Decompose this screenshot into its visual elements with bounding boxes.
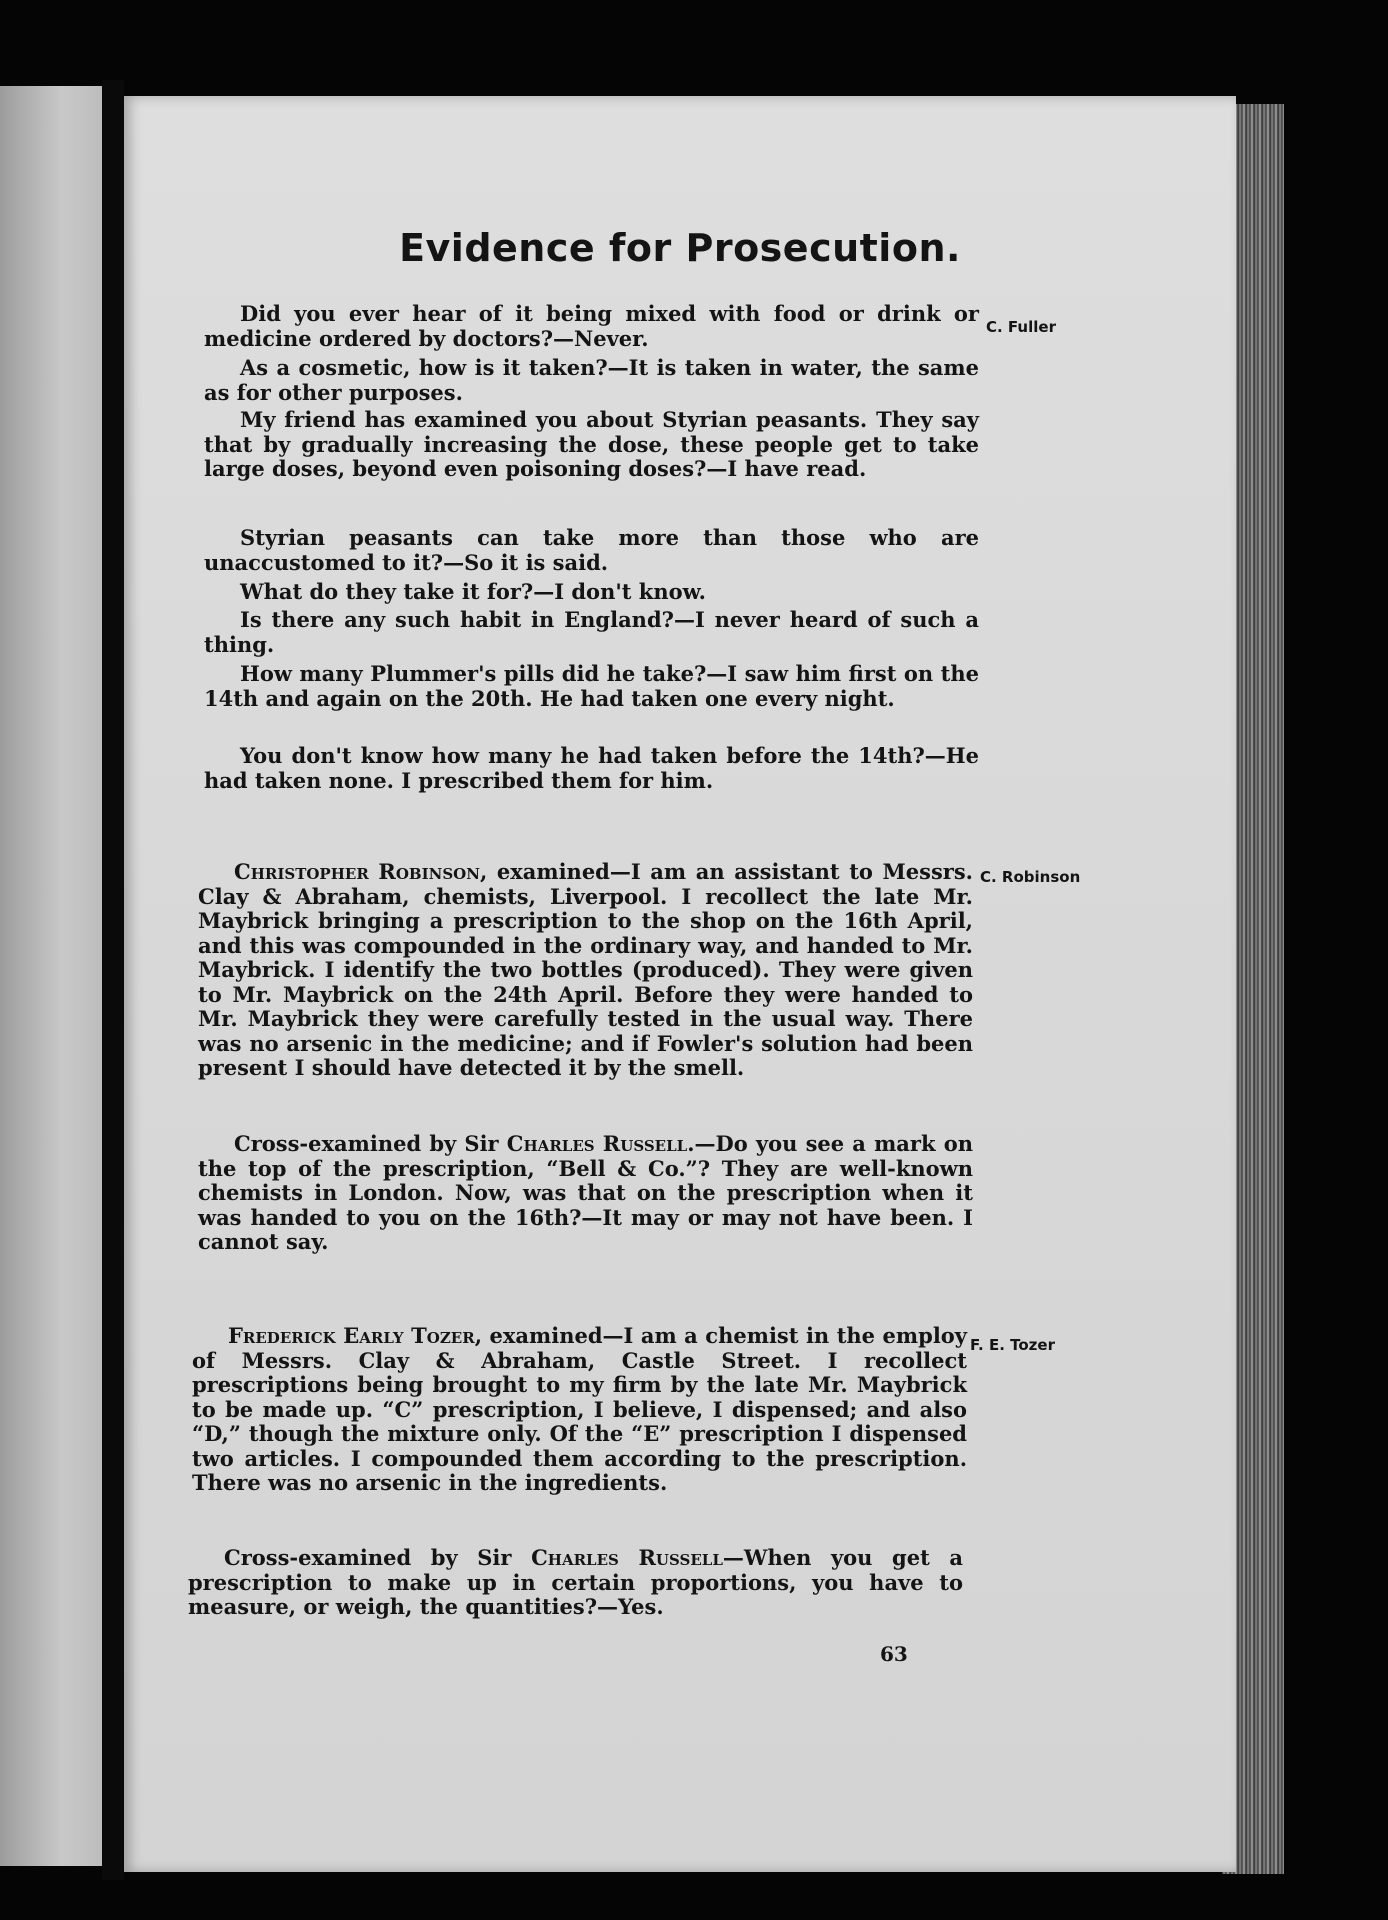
book-gutter	[102, 80, 124, 1880]
paragraph: My friend has examined you about Styrian peasants. They say that by gradually increasing the dose, these people get to take large doses, beyond even poisoning doses?—I have read.	[204, 407, 979, 481]
cross-examination	[188, 1546, 963, 1620]
margin-note-robinson: C. Robinson	[980, 868, 1081, 886]
margin-note-fuller: C. Fuller	[986, 318, 1056, 336]
cross-prefix: Cross-examined by Sir	[224, 1545, 532, 1570]
paragraph: You don't know how many he had taken before the 14th?—He had taken none. I prescribed them for him.	[204, 743, 979, 793]
witness-name: Christopher Robinson	[234, 859, 480, 884]
margin-note-tozer: F. E. Tozer	[970, 1336, 1055, 1354]
examination-text: , examined—I am an assistant to Messrs. Clay & Abraham, chemists, Liverpool. I recollect the late Mr. Maybrick bringing a prescription to the shop on the 16th April, and this was compounded in the ordinary way, and handed to Mr. Maybrick. I identify the two bottles (produced). They were given to Mr. Maybrick on the 24th April. Before they were handed to Mr. Maybrick they were carefully tested in the usual way. There was no arsenic in the medicine; and if Fowler's solution had been present I should have detected it by the smell.	[198, 859, 973, 1080]
book-page	[124, 96, 1236, 1872]
cross-text: .—Do you see a mark on the top of the prescription, “Bell & Co.”? They are well-known chemists in London. Now, was that on the prescription when it was handed to you on the 16th?—It may or may not have been. I cannot say.	[198, 1131, 973, 1254]
witness-name: Frederick Early Tozer	[228, 1323, 475, 1348]
cross-examination	[198, 1132, 973, 1255]
page-title: Evidence for Prosecution.	[399, 226, 961, 270]
cross-prefix: Cross-examined by Sir	[234, 1131, 507, 1156]
paragraph: What do they take it for?—I don't know.	[240, 579, 706, 604]
counsel-name: Charles Russell	[506, 1131, 688, 1156]
paragraph: Is there any such habit in England?—I never heard of such a thing.	[204, 607, 979, 657]
left-page-edge	[0, 86, 102, 1866]
counsel-name: Charles Russell	[531, 1545, 723, 1570]
examination-text: , examined—I am a chemist in the employ of Messrs. Clay & Abraham, Castle Street. I recollect prescriptions being brought to my firm by the late Mr. Maybrick to be made up. “C” prescription, I believe, I dispensed; and also “D,” though the mixture only. Of the “E” prescription I dispensed two articles. I compounded them according to the prescription. There was no arsenic in the ingredients.	[192, 1323, 968, 1495]
cross-text: —When you get a prescription to make up in certain proportions, you have to measure, or weigh, the quantities?—Yes.	[188, 1545, 964, 1619]
paragraph: Did you ever hear of it being mixed with food or drink or medicine ordered by doctors?—Never.	[204, 301, 979, 351]
witness-examination	[198, 860, 973, 1081]
paragraph: As a cosmetic, how is it taken?—It is taken in water, the same as for other purposes.	[204, 355, 979, 405]
page-number: 63	[880, 1642, 908, 1666]
page-content	[124, 96, 1236, 1872]
paragraph: How many Plummer's pills did he take?—I saw him first on the 14th and again on the 20th. He had taken one every night.	[204, 661, 979, 711]
paragraph: Styrian peasants can take more than those who are unaccustomed to it?—So it is said.	[204, 525, 979, 575]
witness-examination	[192, 1324, 967, 1496]
